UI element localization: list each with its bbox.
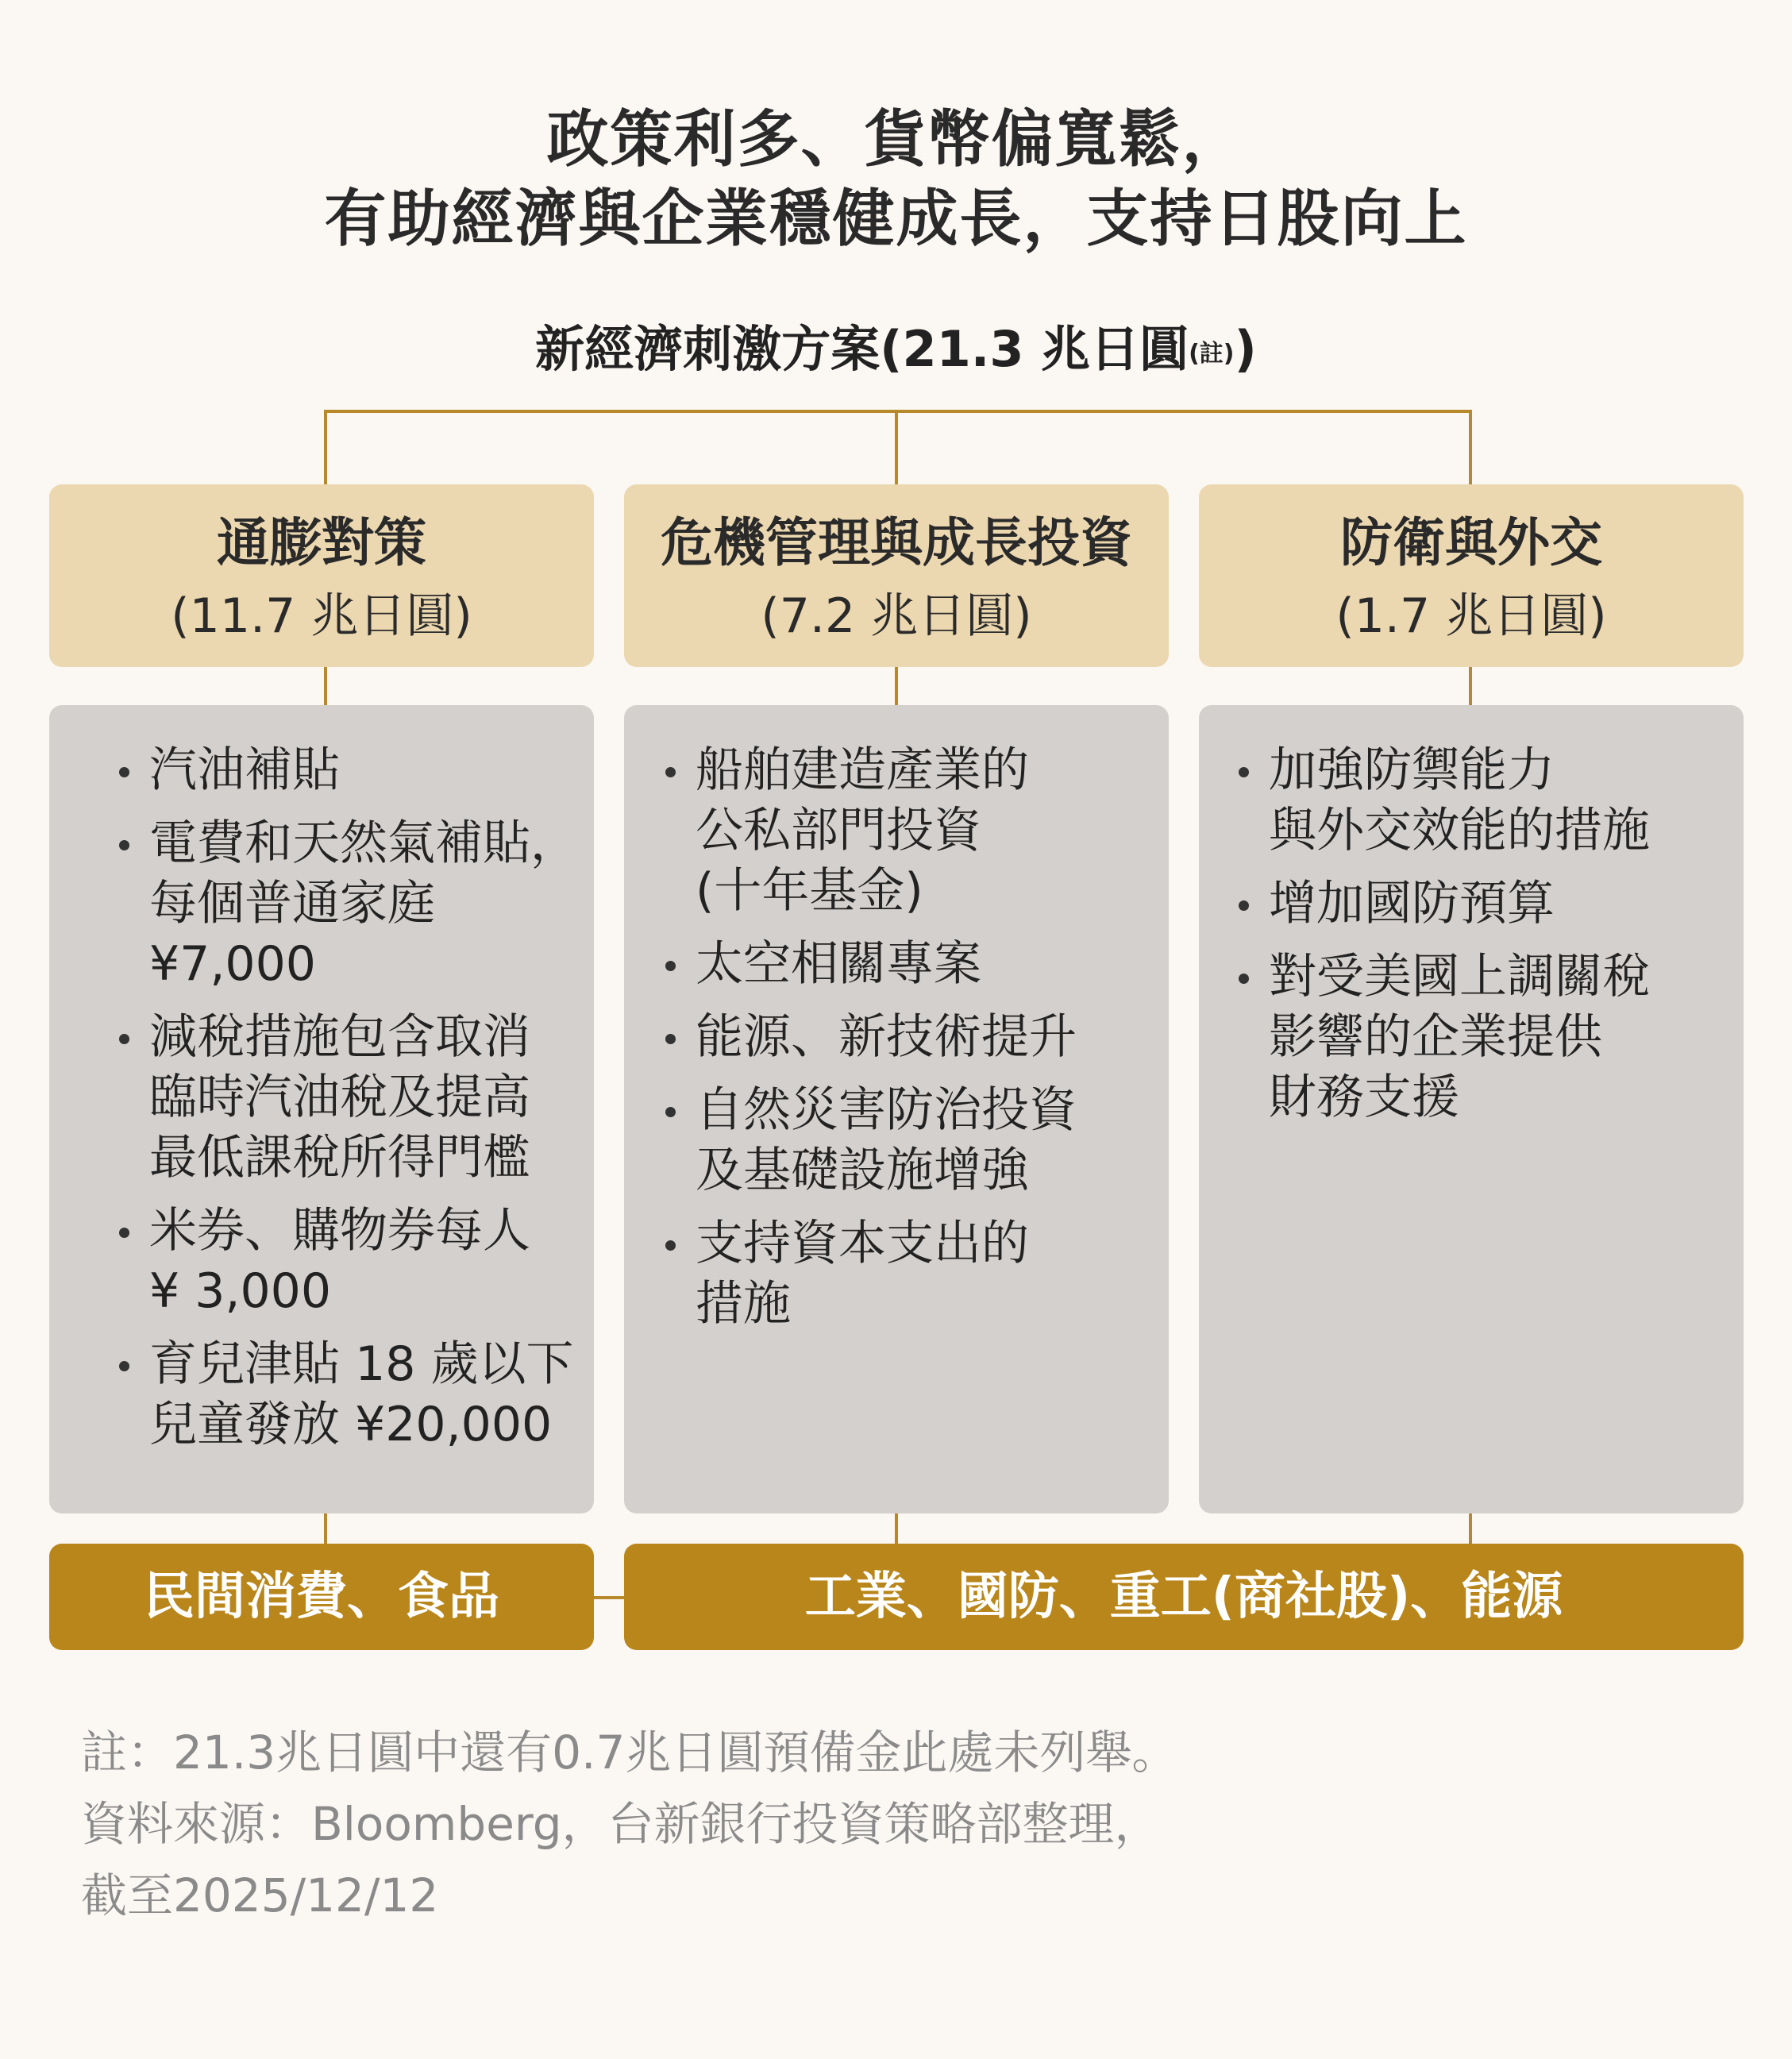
footnote-reserve: 註：21.3兆日圓中還有0.7兆日圓預備金此處未列舉。 [81,1725,1178,1779]
connector-top-drop-right [1469,410,1472,484]
list-item: 減稅措施包含取消 臨時汽油稅及提高 最低課稅所得門檻 [149,1007,594,1188]
category-amount: (1.7 兆日圓) [1335,588,1607,644]
connector-cat-list-1 [324,667,327,705]
measures-list-crisis-growth [624,705,1169,1513]
connector-list-sector-2 [895,1513,898,1544]
list-item: 育兒津貼 18 歲以下 兒童發放 ¥20,000 [149,1334,594,1455]
sector-box-industrial-energy: 工業、國防、重工(商社股)、能源 [624,1544,1744,1650]
list-item: 電費和天然氣補貼， 每個普通家庭 ¥7,000 [149,813,594,994]
connector-list-sector-3 [1469,1513,1472,1544]
list-item: 能源、新技術提升 [696,1007,1169,1067]
main-title-line-1: 政策利多、貨幣偏寬鬆， [546,104,1246,175]
category-box-inflation [49,484,594,667]
list-item: 加強防禦能力 與外交效能的措施 [1269,740,1744,861]
connector-top-stem-center [895,410,898,484]
package-label-text: 新經濟刺激方案(21.3 兆日圓 [535,320,1189,378]
list-item: 對受美國上調關稅 影響的企業提供 財務支援 [1269,947,1744,1128]
category-box-defense-diplomacy [1199,484,1744,667]
category-box-crisis-growth [624,484,1169,667]
connector-cat-list-2 [895,667,898,705]
package-note-mark: (註) [1189,340,1235,368]
list-item: 增加國防預算 [1269,873,1744,934]
footnote-date: 截至2025/12/12 [81,1868,439,1922]
category-name: 危機管理與成長投資 [661,512,1132,573]
connector-top-horizontal [324,410,1472,413]
measures-list-inflation [49,705,594,1513]
connector-list-sector-1 [324,1513,327,1544]
category-name: 通膨對策 [217,512,426,573]
measures-list-defense-diplomacy [1199,705,1744,1513]
list-item: 太空相關專案 [696,934,1169,994]
category-amount: (11.7 兆日圓) [171,588,472,644]
footnote-source: 資料來源：Bloomberg，台新銀行投資策略部整理， [81,1797,1161,1851]
category-name: 防衛與外交 [1340,512,1602,573]
package-close-paren: ) [1234,320,1257,378]
connector-top-drop-left [324,410,327,484]
connector-sector-link [594,1596,624,1599]
list-item: 米券、購物券每人 ¥ 3,000 [149,1201,594,1321]
stimulus-package-label [0,314,1792,385]
sector-box-consumer-food: 民間消費、食品 [49,1544,594,1650]
list-item: 自然災害防治投資 及基礎設施增強 [696,1080,1169,1201]
list-item: 汽油補貼 [149,740,594,800]
list-item: 船舶建造產業的 公私部門投資 (十年基金) [696,740,1169,921]
connector-cat-list-3 [1469,667,1472,705]
category-amount: (7.2 兆日圓) [761,588,1032,644]
main-title-line-2: 有助經濟與企業穩健成長，支持日股向上 [324,183,1468,255]
list-item: 支持資本支出的 措施 [696,1213,1169,1334]
